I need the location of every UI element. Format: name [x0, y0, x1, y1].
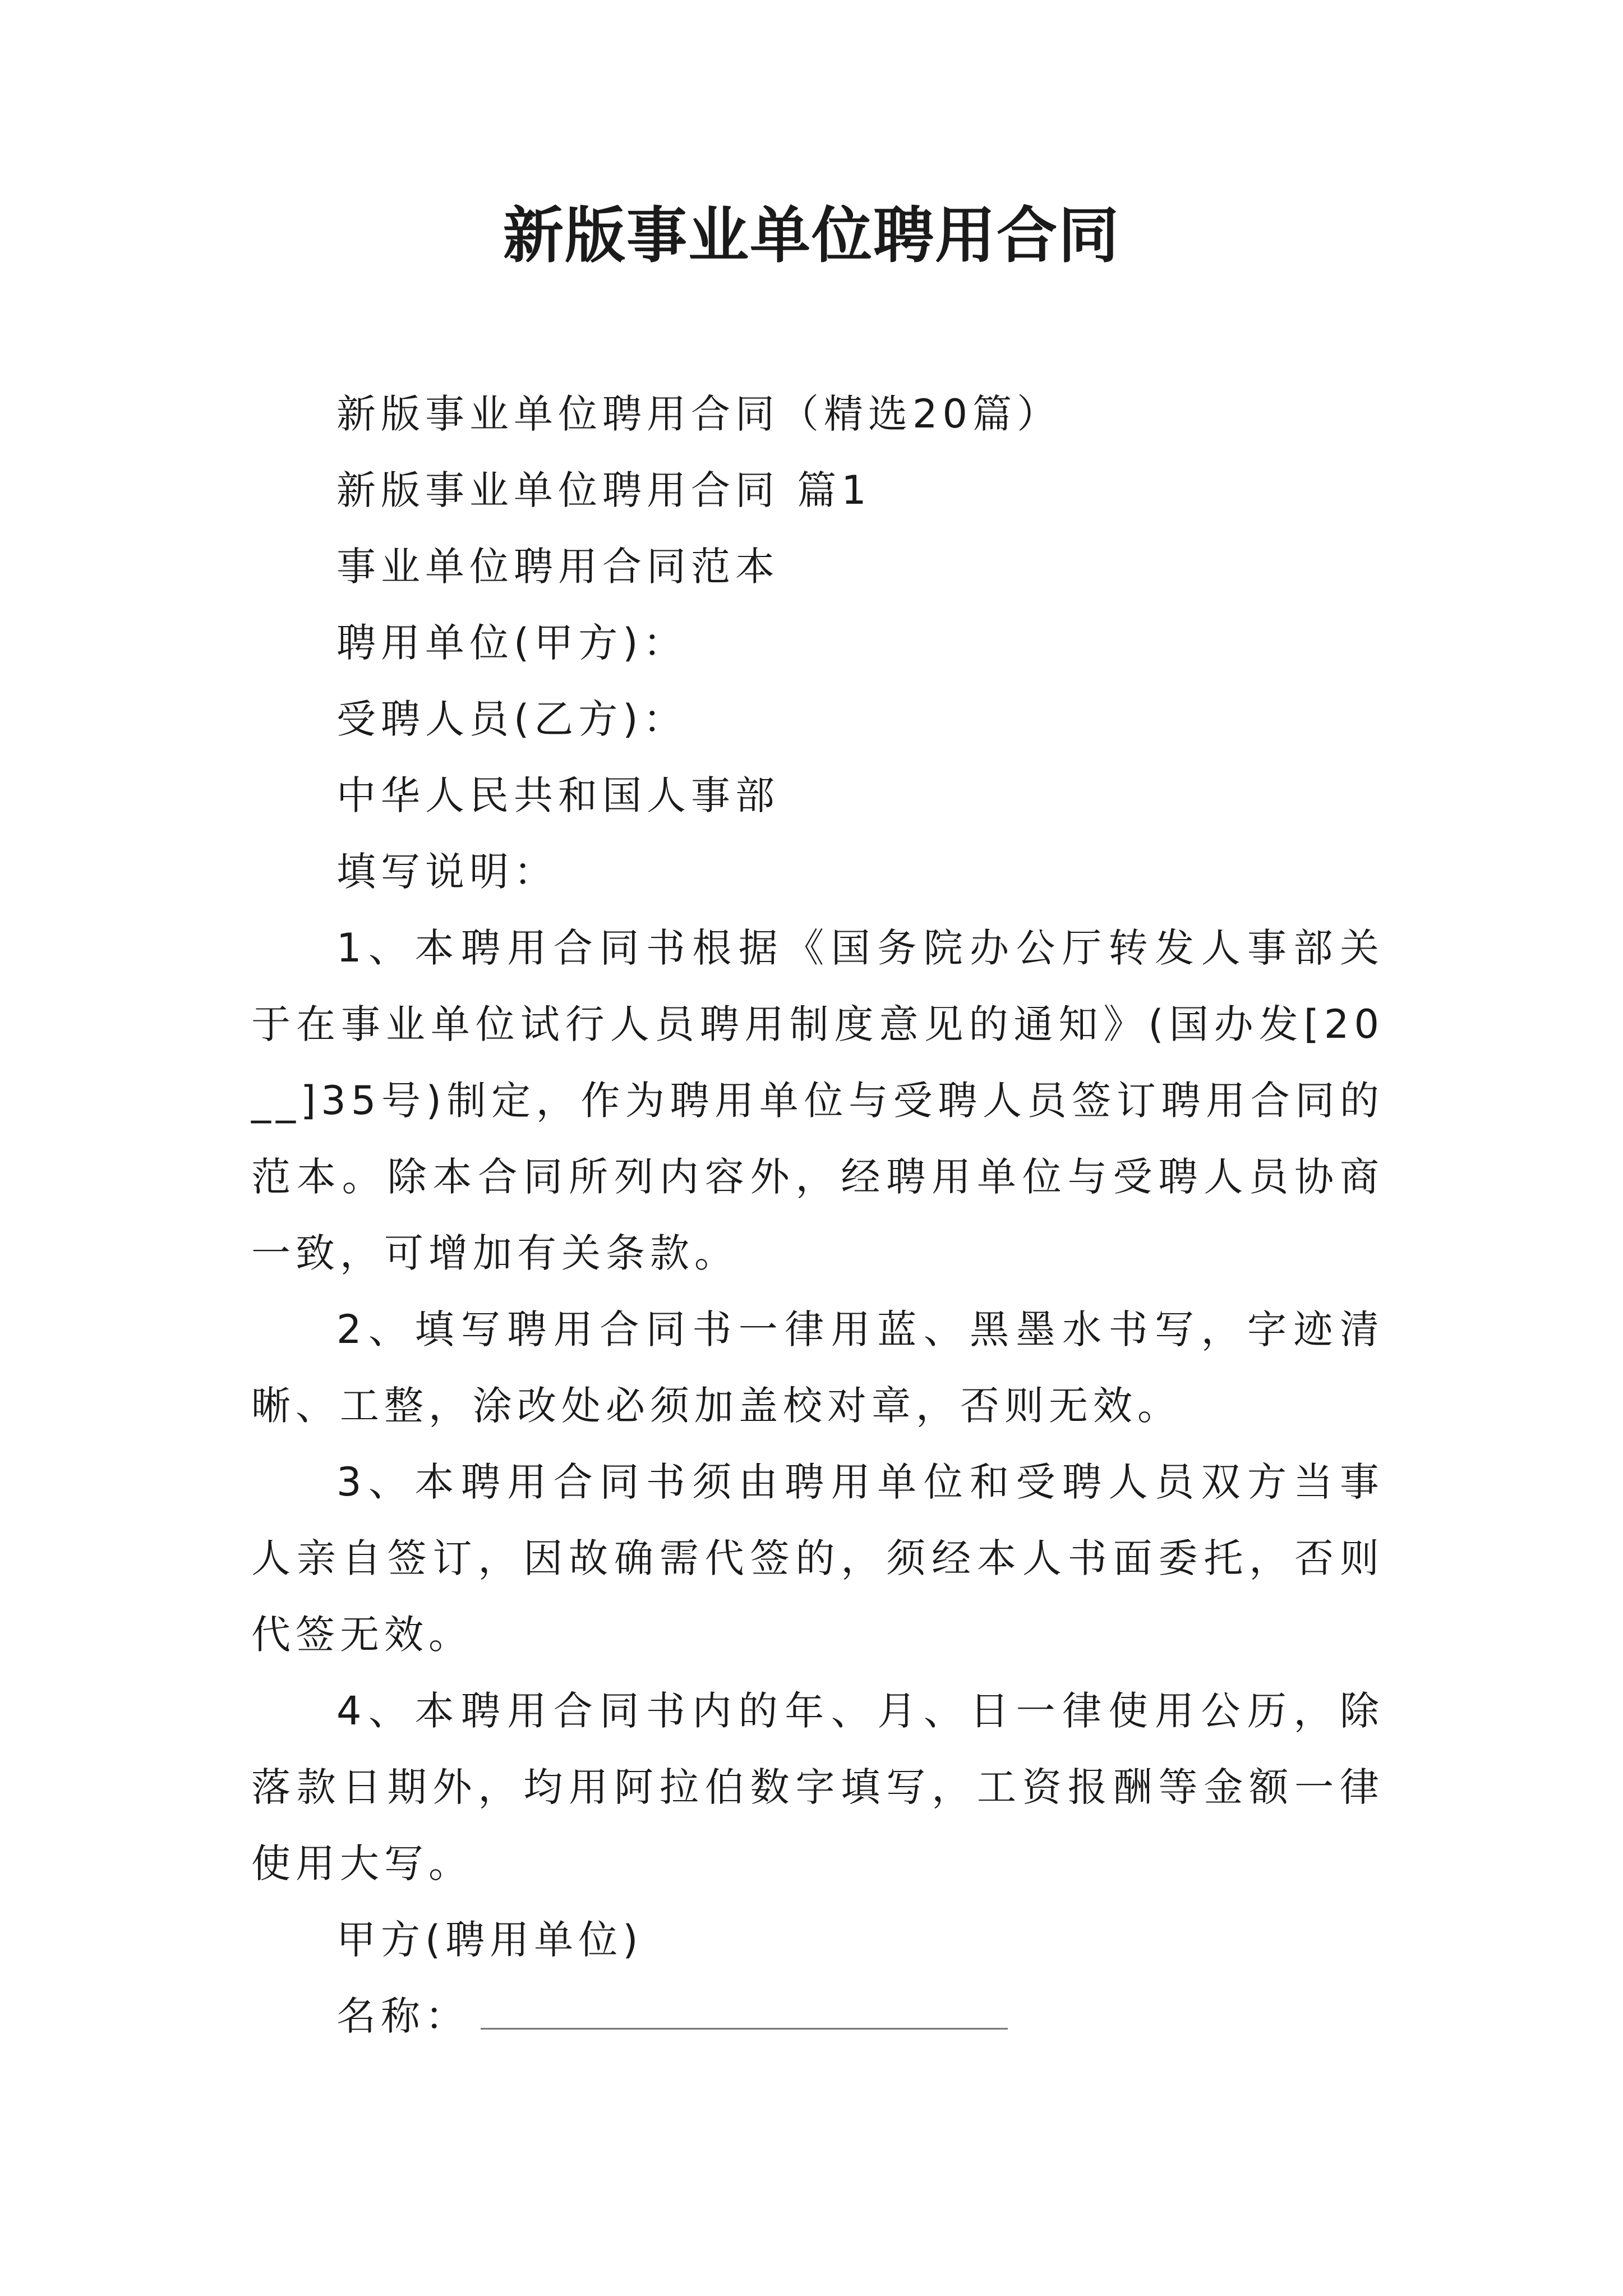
employee-label: 受聘人员(乙方)： [336, 696, 688, 742]
sample-title: 事业单位聘用合同范本 [336, 544, 780, 590]
name-field-row [251, 1978, 1384, 2054]
article-heading: 新版事业单位聘用合同 篇1 [336, 467, 872, 513]
instructions-heading: 填写说明： [336, 849, 558, 895]
subtitle-line: 新版事业单位聘用合同（精选20篇） [336, 391, 1062, 437]
instruction-paragraph-3: 3、本聘用合同书须由聘用单位和受聘人员双方当事人亲自签订，因故确需代签的，须经本人书面委托，否则代签无效。 [251, 1459, 1384, 1658]
instruction-paragraph-2: 2、填写聘用合同书一律用蓝、黑墨水书写，字迹清晰、工整，涂改处必须加盖校对章，否则无效。 [251, 1306, 1384, 1429]
issuer-line: 中华人民共和国人事部 [336, 772, 780, 818]
name-label: 名称： [336, 1993, 469, 2039]
document-title: 新版事业单位聘用合同 [502, 200, 1120, 271]
party-a-heading: 甲方(聘用单位) [336, 1917, 643, 1963]
employer-label: 聘用单位(甲方)： [336, 620, 688, 666]
instruction-paragraph-1: 1、本聘用合同书根据《国务院办公厅转发人事部关于在事业单位试行人员聘用制度意见的通知》(国办发[20__]35号)制定，作为聘用单位与受聘人员签订聘用合同的范本。除本合同所列内容外，经聘用单位与受聘人员协商一致，可增加有关条款。 [251, 925, 1384, 1276]
name-blank-line [481, 1993, 1008, 2030]
document-body [251, 376, 1384, 2054]
instruction-paragraph-4: 4、本聘用合同书内的年、月、日一律使用公历，除落款日期外，均用阿拉伯数字填写，工资报酬等金额一律使用大写。 [251, 1688, 1384, 1887]
